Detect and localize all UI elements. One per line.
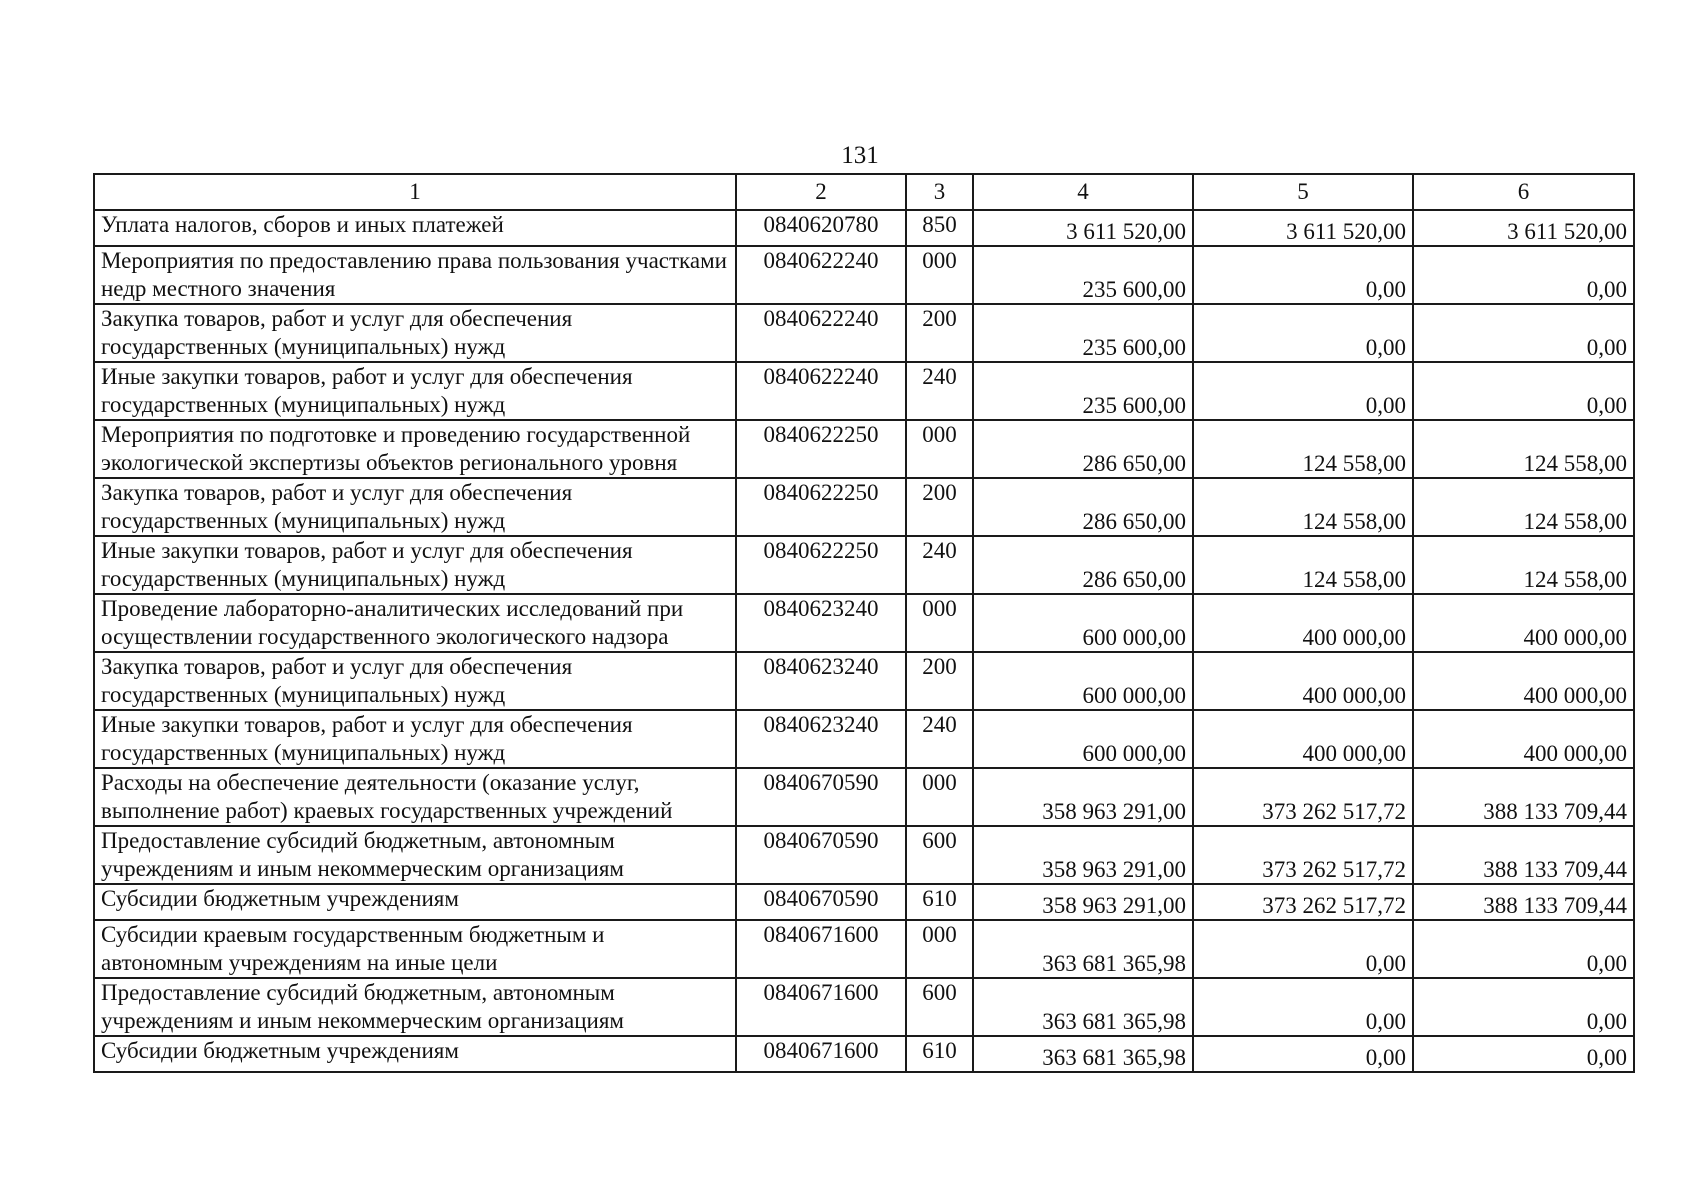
row-amount-1: 363 681 365,98 <box>973 978 1193 1036</box>
row-code: 0840671600 <box>736 920 906 978</box>
row-amount-3: 388 133 709,44 <box>1413 884 1634 920</box>
row-expense-type: 000 <box>906 246 973 304</box>
row-amount-2: 373 262 517,72 <box>1193 826 1413 884</box>
row-amount-2: 400 000,00 <box>1193 652 1413 710</box>
row-amount-2: 124 558,00 <box>1193 420 1413 478</box>
row-amount-1: 363 681 365,98 <box>973 920 1193 978</box>
budget-table <box>93 173 1635 1073</box>
row-name: Закупка товаров, работ и услуг для обеспечения государственных (муниципальных) нужд <box>94 478 736 536</box>
row-amount-3: 124 558,00 <box>1413 536 1634 594</box>
row-amount-3: 388 133 709,44 <box>1413 768 1634 826</box>
table-row <box>94 826 1634 884</box>
row-expense-type: 240 <box>906 710 973 768</box>
row-code: 0840620780 <box>736 210 906 246</box>
table-row <box>94 594 1634 652</box>
table-row <box>94 978 1634 1036</box>
row-name: Субсидии бюджетным учреждениям <box>94 1036 736 1072</box>
header-row <box>94 174 1634 210</box>
row-amount-2: 0,00 <box>1193 920 1413 978</box>
row-amount-2: 373 262 517,72 <box>1193 768 1413 826</box>
table-row <box>94 362 1634 420</box>
header-cell: 1 <box>94 174 736 210</box>
row-name: Предоставление субсидий бюджетным, автономным учреждениям и иным некоммерческим организациям <box>94 826 736 884</box>
row-amount-3: 3 611 520,00 <box>1413 210 1634 246</box>
table-row <box>94 420 1634 478</box>
row-code: 0840670590 <box>736 768 906 826</box>
row-amount-2: 124 558,00 <box>1193 536 1413 594</box>
row-amount-2: 0,00 <box>1193 978 1413 1036</box>
row-amount-3: 0,00 <box>1413 920 1634 978</box>
row-amount-3: 124 558,00 <box>1413 478 1634 536</box>
row-code: 0840671600 <box>736 978 906 1036</box>
header-cell: 3 <box>906 174 973 210</box>
row-amount-3: 124 558,00 <box>1413 420 1634 478</box>
row-amount-3: 400 000,00 <box>1413 710 1634 768</box>
row-amount-2: 3 611 520,00 <box>1193 210 1413 246</box>
row-amount-1: 363 681 365,98 <box>973 1036 1193 1072</box>
row-code: 0840622250 <box>736 536 906 594</box>
table-row <box>94 1036 1634 1072</box>
row-amount-1: 286 650,00 <box>973 536 1193 594</box>
row-expense-type: 000 <box>906 594 973 652</box>
table-row <box>94 246 1634 304</box>
row-expense-type: 200 <box>906 304 973 362</box>
table-row <box>94 304 1634 362</box>
table-row <box>94 920 1634 978</box>
row-code: 0840623240 <box>736 710 906 768</box>
row-code: 0840623240 <box>736 594 906 652</box>
row-amount-1: 358 963 291,00 <box>973 884 1193 920</box>
table-row <box>94 768 1634 826</box>
row-name: Иные закупки товаров, работ и услуг для обеспечения государственных (муниципальных) нужд <box>94 710 736 768</box>
row-amount-1: 3 611 520,00 <box>973 210 1193 246</box>
row-amount-3: 0,00 <box>1413 304 1634 362</box>
header-cell: 5 <box>1193 174 1413 210</box>
row-amount-1: 235 600,00 <box>973 362 1193 420</box>
row-expense-type: 000 <box>906 920 973 978</box>
row-expense-type: 240 <box>906 362 973 420</box>
row-code: 0840622240 <box>736 246 906 304</box>
row-name: Расходы на обеспечение деятельности (оказание услуг, выполнение работ) краевых государственных учреждений <box>94 768 736 826</box>
row-expense-type: 000 <box>906 420 973 478</box>
row-code: 0840622240 <box>736 304 906 362</box>
row-amount-3: 0,00 <box>1413 246 1634 304</box>
row-code: 0840670590 <box>736 826 906 884</box>
row-name: Иные закупки товаров, работ и услуг для обеспечения государственных (муниципальных) нужд <box>94 536 736 594</box>
row-amount-3: 400 000,00 <box>1413 652 1634 710</box>
row-amount-2: 0,00 <box>1193 304 1413 362</box>
row-amount-2: 124 558,00 <box>1193 478 1413 536</box>
table-row <box>94 210 1634 246</box>
row-expense-type: 600 <box>906 978 973 1036</box>
row-name: Субсидии краевым государственным бюджетным и автономным учреждениям на иные цели <box>94 920 736 978</box>
row-amount-1: 600 000,00 <box>973 710 1193 768</box>
row-amount-1: 286 650,00 <box>973 420 1193 478</box>
row-amount-2: 0,00 <box>1193 246 1413 304</box>
row-expense-type: 000 <box>906 768 973 826</box>
table-row <box>94 536 1634 594</box>
header-cell: 6 <box>1413 174 1634 210</box>
row-amount-2: 400 000,00 <box>1193 594 1413 652</box>
row-expense-type: 240 <box>906 536 973 594</box>
row-expense-type: 610 <box>906 1036 973 1072</box>
row-name: Мероприятия по подготовке и проведению государственной экологической экспертизы объектов регионального уровня <box>94 420 736 478</box>
page-number: 131 <box>841 142 879 169</box>
row-amount-3: 0,00 <box>1413 362 1634 420</box>
row-expense-type: 600 <box>906 826 973 884</box>
row-name: Закупка товаров, работ и услуг для обеспечения государственных (муниципальных) нужд <box>94 652 736 710</box>
row-amount-2: 400 000,00 <box>1193 710 1413 768</box>
row-amount-1: 358 963 291,00 <box>973 826 1193 884</box>
row-amount-3: 0,00 <box>1413 1036 1634 1072</box>
row-amount-1: 600 000,00 <box>973 652 1193 710</box>
row-amount-3: 400 000,00 <box>1413 594 1634 652</box>
table-row <box>94 710 1634 768</box>
row-code: 0840671600 <box>736 1036 906 1072</box>
row-code: 0840622240 <box>736 362 906 420</box>
row-amount-3: 0,00 <box>1413 978 1634 1036</box>
table-row <box>94 884 1634 920</box>
row-name: Мероприятия по предоставлению права пользования участками недр местного значения <box>94 246 736 304</box>
header-cell: 2 <box>736 174 906 210</box>
row-code: 0840622250 <box>736 420 906 478</box>
row-amount-1: 600 000,00 <box>973 594 1193 652</box>
row-amount-1: 358 963 291,00 <box>973 768 1193 826</box>
row-name: Закупка товаров, работ и услуг для обеспечения государственных (муниципальных) нужд <box>94 304 736 362</box>
row-code: 0840623240 <box>736 652 906 710</box>
row-expense-type: 200 <box>906 652 973 710</box>
header-cell: 4 <box>973 174 1193 210</box>
row-name: Предоставление субсидий бюджетным, автономным учреждениям и иным некоммерческим организациям <box>94 978 736 1036</box>
row-amount-2: 373 262 517,72 <box>1193 884 1413 920</box>
row-expense-type: 200 <box>906 478 973 536</box>
table-row <box>94 478 1634 536</box>
row-amount-1: 235 600,00 <box>973 304 1193 362</box>
row-amount-1: 286 650,00 <box>973 478 1193 536</box>
row-expense-type: 610 <box>906 884 973 920</box>
table-row <box>94 652 1634 710</box>
row-code: 0840622250 <box>736 478 906 536</box>
row-amount-3: 388 133 709,44 <box>1413 826 1634 884</box>
row-amount-2: 0,00 <box>1193 1036 1413 1072</box>
row-amount-2: 0,00 <box>1193 362 1413 420</box>
row-code: 0840670590 <box>736 884 906 920</box>
row-name: Иные закупки товаров, работ и услуг для обеспечения государственных (муниципальных) нужд <box>94 362 736 420</box>
row-name: Уплата налогов, сборов и иных платежей <box>94 210 736 246</box>
row-amount-1: 235 600,00 <box>973 246 1193 304</box>
row-name: Проведение лабораторно-аналитических исследований при осуществлении государственного экологического надзора <box>94 594 736 652</box>
row-name: Субсидии бюджетным учреждениям <box>94 884 736 920</box>
row-expense-type: 850 <box>906 210 973 246</box>
